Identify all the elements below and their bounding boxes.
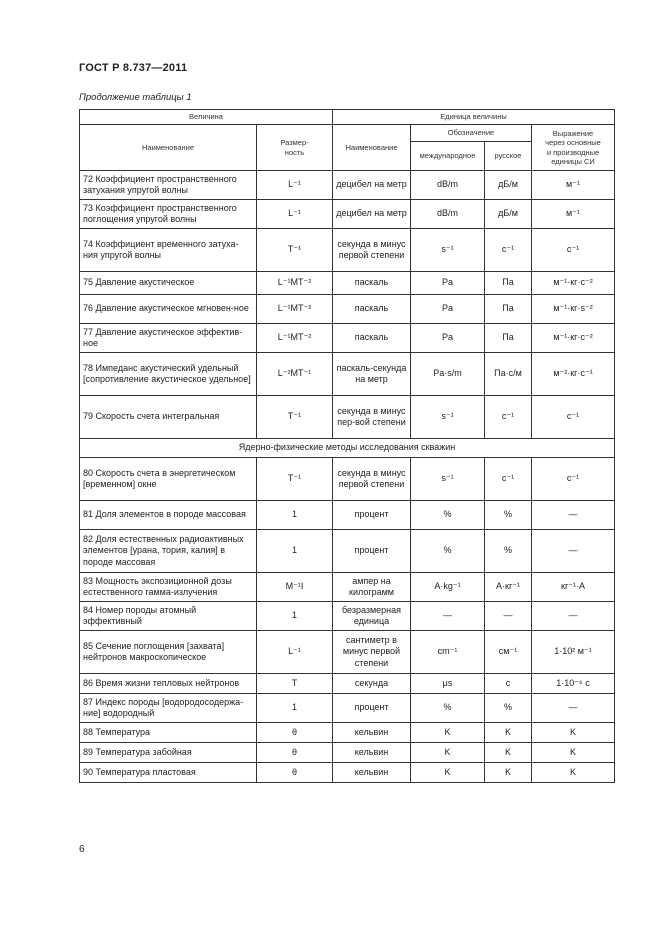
unit-name-cell: ампер на килограмм [333, 573, 411, 602]
dimension-cell: 1 [257, 602, 333, 631]
section-title: Ядерно-физические методы исследования скважин [80, 439, 615, 458]
header-unit: Единица величины [333, 110, 615, 125]
si-expression-cell: K [532, 743, 615, 763]
rus-designation-cell: A·кг⁻¹ [485, 573, 532, 602]
quantity-name-cell: 76 Давление акустическое мгновен-ное [80, 295, 257, 324]
dimension-cell: L⁻¹MT⁻² [257, 272, 333, 295]
quantity-name-cell: 86 Время жизни тепловых нейтронов [80, 674, 257, 694]
dimension-cell: L⁻¹ [257, 200, 333, 229]
intl-designation-cell: cm⁻¹ [411, 631, 485, 674]
intl-designation-cell: % [411, 694, 485, 723]
intl-designation-cell: μs [411, 674, 485, 694]
quantity-name-cell: 87 Индекс породы [водородосодержа-ние] водородный [80, 694, 257, 723]
intl-designation-cell: K [411, 763, 485, 783]
unit-name-cell: паскаль [333, 295, 411, 324]
dimension-cell: L⁻¹MT⁻² [257, 324, 333, 353]
table-row [80, 674, 615, 694]
table-caption: Продолжение таблицы 1 [79, 92, 192, 103]
intl-designation-cell: s⁻¹ [411, 396, 485, 439]
unit-name-cell: кельвин [333, 743, 411, 763]
document-header: ГОСТ Р 8.737—2011 [79, 62, 188, 74]
rus-designation-cell: — [485, 602, 532, 631]
dimension-cell: L⁻¹MT⁻² [257, 295, 333, 324]
quantity-name-cell: 85 Сечение поглощения [захвата] нейтронов макроскопическое [80, 631, 257, 674]
unit-name-cell: процент [333, 530, 411, 573]
si-expression-cell: м⁻¹·кг·с⁻² [532, 324, 615, 353]
table-row [80, 272, 615, 295]
table-row [80, 694, 615, 723]
rus-designation-cell: % [485, 694, 532, 723]
quantity-name-cell: 90 Температура пластовая [80, 763, 257, 783]
si-expression-cell: с⁻¹ [532, 396, 615, 439]
table-row [80, 229, 615, 272]
intl-designation-cell: A·kg⁻¹ [411, 573, 485, 602]
dimension-cell: T⁻¹ [257, 458, 333, 501]
header-dimension: Размер- ность [257, 125, 333, 171]
dimension-cell: θ [257, 743, 333, 763]
table-row [80, 501, 615, 530]
unit-name-cell: секунда [333, 674, 411, 694]
rus-designation-cell: Па·с/м [485, 353, 532, 396]
table-row [80, 743, 615, 763]
si-expression-cell: 1·10⁻⁶ с [532, 674, 615, 694]
quantity-name-cell: 79 Скорость счета интегральная [80, 396, 257, 439]
rus-designation-cell: K [485, 723, 532, 743]
quantity-name-cell: 88 Температура [80, 723, 257, 743]
header-international: международное [411, 142, 485, 171]
rus-designation-cell: с⁻¹ [485, 229, 532, 272]
table-row [80, 763, 615, 783]
dimension-cell: T [257, 674, 333, 694]
rus-designation-cell: с⁻¹ [485, 458, 532, 501]
quantity-name-cell: 77 Давление акустическое эффектив-ное [80, 324, 257, 353]
intl-designation-cell: dB/m [411, 171, 485, 200]
unit-name-cell: паскаль-секунда на метр [333, 353, 411, 396]
intl-designation-cell: Pa [411, 295, 485, 324]
table-row [80, 602, 615, 631]
intl-designation-cell: dB/m [411, 200, 485, 229]
quantity-name-cell: 72 Коэффициент пространственного затухания упругой волны [80, 171, 257, 200]
si-expression-cell: м⁻¹ [532, 171, 615, 200]
si-expression-cell: кг⁻¹·A [532, 573, 615, 602]
page-number: 6 [79, 844, 85, 855]
dimension-cell: T⁻¹ [257, 229, 333, 272]
rus-designation-cell: K [485, 763, 532, 783]
si-expression-cell: м⁻¹·кг·с⁻² [532, 272, 615, 295]
unit-name-cell: паскаль [333, 324, 411, 353]
unit-name-cell: безразмерная единица [333, 602, 411, 631]
quantity-name-cell: 84 Номер породы атомный эффективный [80, 602, 257, 631]
dimension-cell: T⁻¹ [257, 396, 333, 439]
table-row [80, 353, 615, 396]
header-quantity: Величина [80, 110, 333, 125]
rus-designation-cell: с [485, 674, 532, 694]
intl-designation-cell: Pa·s/m [411, 353, 485, 396]
unit-name-cell: кельвин [333, 723, 411, 743]
unit-name-cell: кельвин [333, 763, 411, 783]
units-table [79, 109, 615, 783]
si-expression-cell: м⁻¹·кг·s⁻² [532, 295, 615, 324]
dimension-cell: θ [257, 723, 333, 743]
table-row [80, 171, 615, 200]
quantity-name-cell: 74 Коэффициент временного затуха-ния упругой волны [80, 229, 257, 272]
unit-name-cell: процент [333, 694, 411, 723]
intl-designation-cell: Pa [411, 272, 485, 295]
table-body-top [80, 171, 615, 439]
header-russian: русское [485, 142, 532, 171]
si-expression-cell: м⁻¹ [532, 200, 615, 229]
rus-designation-cell: K [485, 743, 532, 763]
table-row [80, 723, 615, 743]
table-row [80, 458, 615, 501]
table-row [80, 200, 615, 229]
quantity-name-cell: 89 Температура забойная [80, 743, 257, 763]
quantity-name-cell: 80 Скорость счета в энергетическом [временном] окне [80, 458, 257, 501]
header-unit-name: Наименование [333, 125, 411, 171]
dimension-cell: L⁻²MT⁻¹ [257, 353, 333, 396]
dimension-cell: θ [257, 763, 333, 783]
dimension-cell: M⁻¹I [257, 573, 333, 602]
unit-name-cell: секунда в минус пер-вой степени [333, 396, 411, 439]
intl-designation-cell: % [411, 530, 485, 573]
intl-designation-cell: K [411, 743, 485, 763]
si-expression-cell: — [532, 530, 615, 573]
rus-designation-cell: см⁻¹ [485, 631, 532, 674]
quantity-name-cell: 82 Доля естественных радиоактивных элементов [урана, тория, калия] в породе массовая [80, 530, 257, 573]
unit-name-cell: сантиметр в минус первой степени [333, 631, 411, 674]
table-row [80, 295, 615, 324]
intl-designation-cell: Pa [411, 324, 485, 353]
si-expression-cell: — [532, 602, 615, 631]
table-row [80, 530, 615, 573]
unit-name-cell: децибел на метр [333, 200, 411, 229]
unit-name-cell: децибел на метр [333, 171, 411, 200]
unit-name-cell: процент [333, 501, 411, 530]
quantity-name-cell: 81 Доля элементов в породе массовая [80, 501, 257, 530]
rus-designation-cell: Па [485, 324, 532, 353]
si-expression-cell: — [532, 501, 615, 530]
dimension-cell: 1 [257, 530, 333, 573]
dimension-cell: 1 [257, 501, 333, 530]
si-expression-cell: K [532, 763, 615, 783]
intl-designation-cell: % [411, 501, 485, 530]
intl-designation-cell: s⁻¹ [411, 229, 485, 272]
rus-designation-cell: с⁻¹ [485, 396, 532, 439]
dimension-cell: 1 [257, 694, 333, 723]
rus-designation-cell: Па [485, 272, 532, 295]
table-row [80, 573, 615, 602]
quantity-name-cell: 75 Давление акустическое [80, 272, 257, 295]
rus-designation-cell: Па [485, 295, 532, 324]
unit-name-cell: паскаль [333, 272, 411, 295]
table-section [80, 439, 615, 458]
header-name: Наименование [80, 125, 257, 171]
rus-designation-cell: % [485, 501, 532, 530]
table-body-bottom [80, 458, 615, 783]
dimension-cell: L⁻¹ [257, 631, 333, 674]
quantity-name-cell: 73 Коэффициент пространственного поглощения упругой волны [80, 200, 257, 229]
quantity-name-cell: 78 Импеданс акустический удельный [сопротивление акустическое удельное] [80, 353, 257, 396]
intl-designation-cell: — [411, 602, 485, 631]
table-row [80, 396, 615, 439]
table-row [80, 631, 615, 674]
quantity-name-cell: 83 Мощность экспозиционной дозы естественного гамма-излучения [80, 573, 257, 602]
si-expression-cell: с⁻¹ [532, 458, 615, 501]
header-expression: Выражение через основные и производные единицы СИ [532, 125, 615, 171]
si-expression-cell: K [532, 723, 615, 743]
header-designation: Обозначение [411, 125, 532, 142]
si-expression-cell: — [532, 694, 615, 723]
si-expression-cell: 1·10² м⁻¹ [532, 631, 615, 674]
unit-name-cell: секунда в минус первой степени [333, 458, 411, 501]
intl-designation-cell: s⁻¹ [411, 458, 485, 501]
si-expression-cell: с⁻¹ [532, 229, 615, 272]
table-row [80, 324, 615, 353]
si-expression-cell: м⁻²·кг·с⁻¹ [532, 353, 615, 396]
section-row [80, 439, 615, 458]
rus-designation-cell: % [485, 530, 532, 573]
unit-name-cell: секунда в минус первой степени [333, 229, 411, 272]
rus-designation-cell: дБ/м [485, 200, 532, 229]
intl-designation-cell: K [411, 723, 485, 743]
dimension-cell: L⁻¹ [257, 171, 333, 200]
rus-designation-cell: дБ/м [485, 171, 532, 200]
